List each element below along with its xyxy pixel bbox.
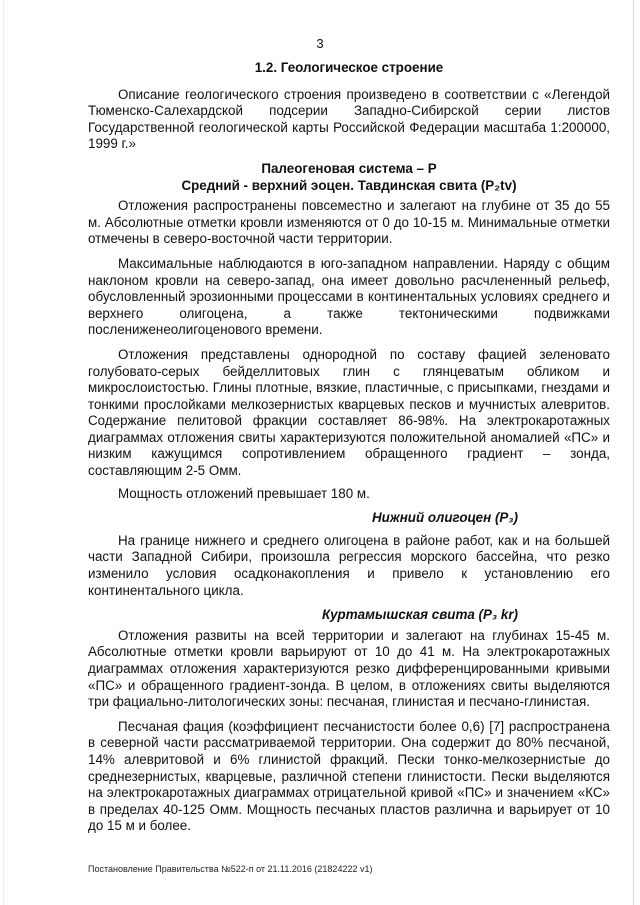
kurtamysh-heading: Куртамышская свита (P₃ kr)	[322, 607, 518, 623]
tavda-heading: Средний - верхний эоцен. Тавдинская свита (P₂tv)	[181, 177, 517, 193]
footer-note: Постановление Правительства №522-п от 21.11.2016 (21824222 v1)	[88, 864, 373, 874]
scan-edge-left	[3, 0, 4, 905]
tavda-paragraph-2: Максимальные наблюдаются в юго-западном направлении. Наряду с общим наклоном кровли на северо-запад, она имеет довольно расчлененный рельеф, обусловленный эрозионными процессами в континентальных условиях среднего и верхнего олигоцена, а также тектоническими подвижками послениженеолигоценового времени.	[88, 255, 610, 338]
kurtamysh-paragraph-2: Песчаная фация (коэффициент песчанистости более 0,6) [7] распространена в северной части рассматриваемой территории. Она содержит до 80% песчаной, 14% алевритовой и 6% глинистой фракций. Пески тонко-мелкозернистые до среднезернистых, кварцевые, различной степени глинистости. Пески выделяются на электрокаротажных диаграммах отрицательной кривой «ПС» и значением «КС» в пределах 40-125 Омм. Мощность песчаных пластов различна и варьирует от 10 до 15 м и более.	[88, 718, 610, 834]
tavda-paragraph-1: Отложения распространены повсеместно и залегают на глубине от 35 до 55 м. Абсолютные отметки кровли изменяются от 0 до 10-15 м. Минимальные отметки отмечены в северо-восточной части территории.	[88, 198, 610, 247]
document-body	[88, 60, 610, 843]
lower-oligocene-heading: Нижний олигоцен (P₃)	[371, 510, 518, 526]
page-number: 3	[316, 36, 324, 51]
section-title: 1.2. Геологическое строение	[254, 60, 444, 75]
paleogene-heading: Палеогеновая система – Р	[261, 160, 437, 176]
scan-edge-right	[633, 0, 634, 905]
tavda-paragraph-3: Отложения представлены однородной по составу фацией зеленовато голубовато-серых бейделлитовых глин с глянцеватым обликом и микрослоистостью. Глины плотные, вязкие, пластичные, с присыпками, гнездами и тонкими прослойками мелкозернистых кварцевых песков и мучнистых алевритов. Содержание пелитовой фракции составляет 86-98%. На электрокаротажных диаграммах отложения свиты характеризуются положительной аномалией «ПС» и низким кажущимся сопротивлением обращенного градиент – зонда, составляющим 2-5 Омм.	[88, 346, 610, 479]
tavda-paragraph-4: Мощность отложений превышает 180 м.	[118, 485, 370, 501]
kurtamysh-paragraph-1: Отложения развиты на всей территории и залегают на глубинах 15-45 м. Абсолютные отметки кровли варьируют от 10 до 41 м. На электрокаротажных диаграммах отложения характеризуются резко дифференцированными кривыми «ПС» и обращенного градиент-зонда. В целом, в отложениях свиты выделяются три фациально-литологических зоны: песчаная, глинистая и песчано-глинистая.	[88, 627, 610, 710]
intro-paragraph: Описание геологического строения произведено в соответствии с «Легендой Тюменско-Салехардской подсерии Западно-Сибирской серии листов Государственной геологической карты Российской Федерации масштаба 1:200000, 1999 г.»	[88, 86, 610, 152]
lower-oligocene-paragraph: На границе нижнего и среднего олигоцена в районе работ, как и на большей части Западной Сибири, произошла регрессия морского бассейна, что резко изменило условия осадконакопления и привело к установлению его континентального цикла.	[88, 532, 610, 598]
